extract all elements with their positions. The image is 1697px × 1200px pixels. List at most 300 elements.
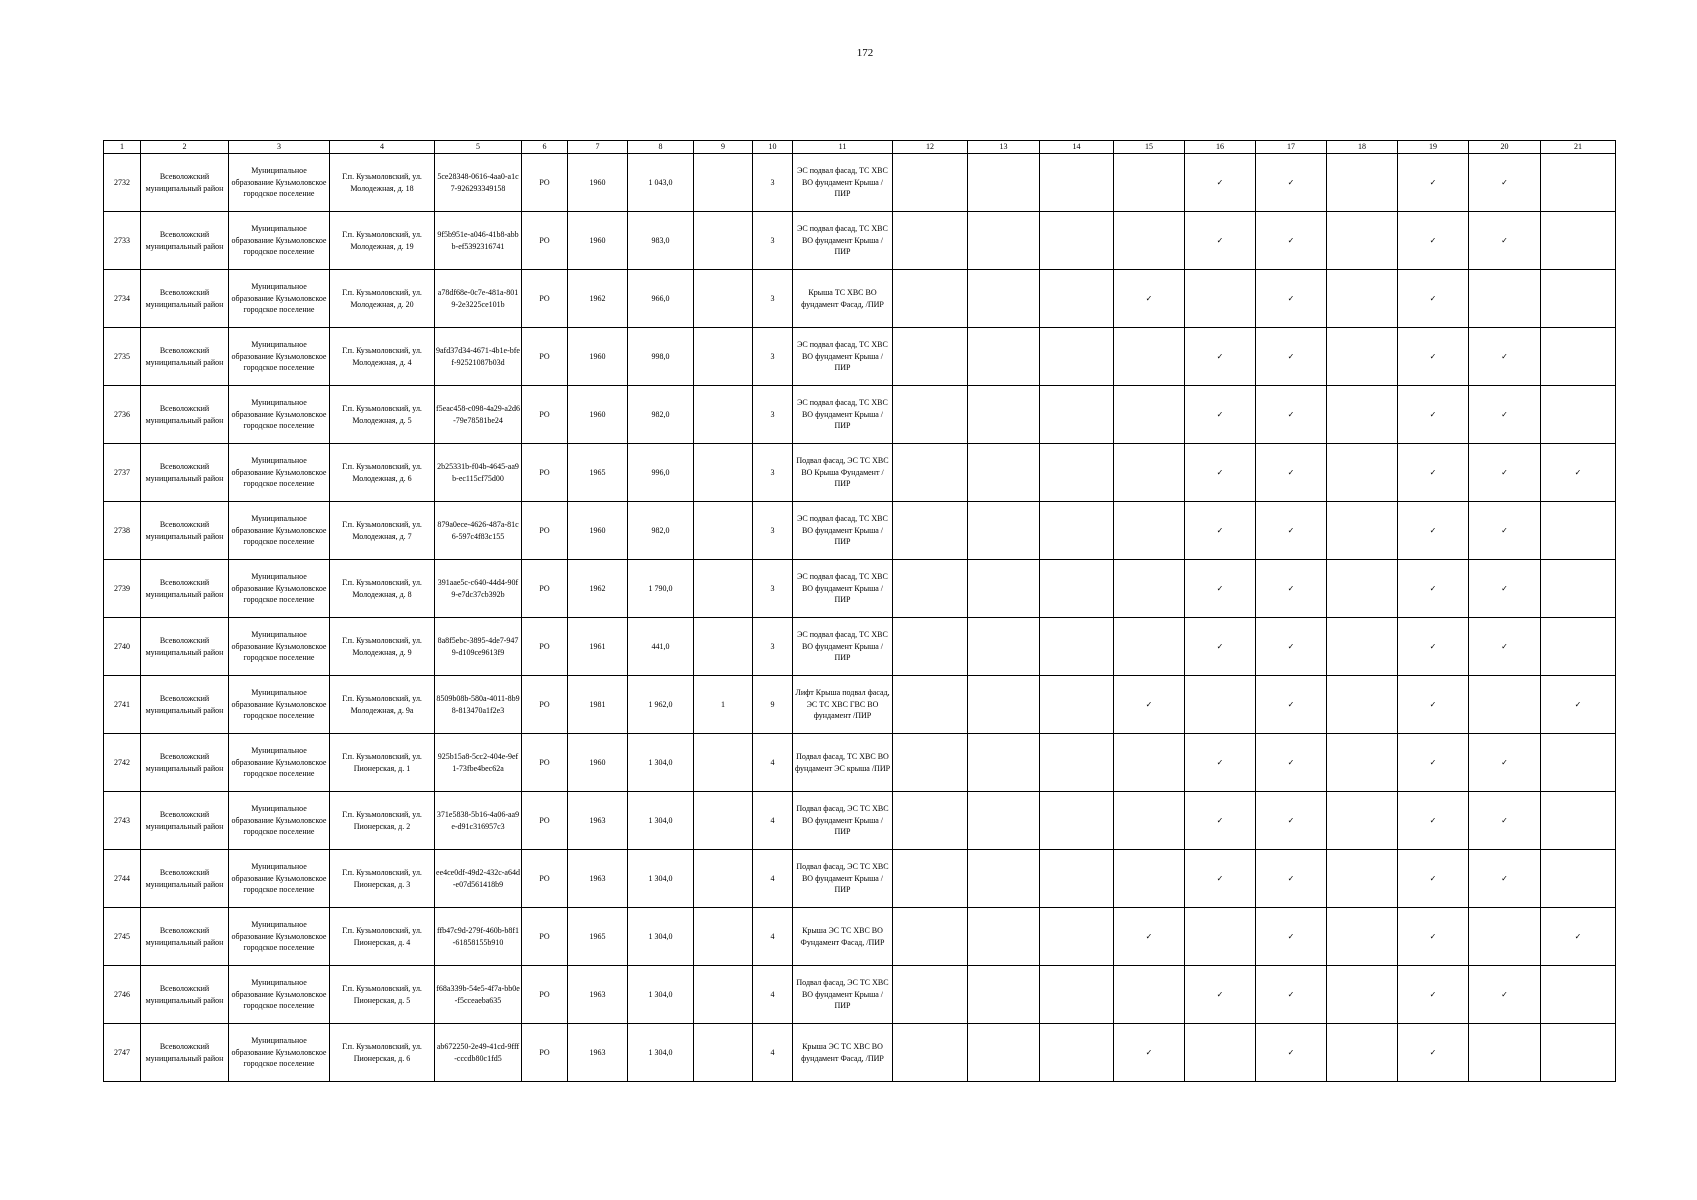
column-9-cell <box>694 1024 753 1082</box>
check-mark-icon: ✓ <box>1398 908 1469 966</box>
fund-form-cell: РО <box>522 676 568 734</box>
column-9-cell <box>694 212 753 270</box>
column-header-1: 1 <box>104 141 141 154</box>
build-year-cell: 1963 <box>568 1024 628 1082</box>
municipality-cell: Муниципальное образование Кузьмоловское городское поселение <box>229 502 330 560</box>
check-mark-icon: ✓ <box>1256 966 1327 1024</box>
empty-cell <box>1541 386 1616 444</box>
fund-form-cell: РО <box>522 444 568 502</box>
empty-cell <box>968 212 1040 270</box>
housing-registry-table <box>103 140 1616 1082</box>
column-header-2: 2 <box>141 141 229 154</box>
check-mark-icon: ✓ <box>1398 328 1469 386</box>
area-cell: 441,0 <box>628 618 694 676</box>
table-row <box>104 966 1616 1024</box>
district-cell: Всеволожский муниципальный район <box>141 1024 229 1082</box>
works-list-cell: Крыша ЭС ТС ХВС ВО фундамент Фасад, /ПИР <box>793 1024 893 1082</box>
floors-cell: 3 <box>753 560 793 618</box>
empty-cell <box>1040 560 1114 618</box>
check-mark-icon: ✓ <box>1256 154 1327 212</box>
address-cell: Г.п. Кузьмоловский, ул. Молодежная, д. 9 <box>330 618 435 676</box>
build-year-cell: 1965 <box>568 444 628 502</box>
empty-cell <box>1327 850 1398 908</box>
empty-cell <box>1185 1024 1256 1082</box>
empty-cell <box>1114 502 1185 560</box>
empty-cell <box>893 502 968 560</box>
address-cell: Г.п. Кузьмоловский, ул. Пионерская, д. 1 <box>330 734 435 792</box>
building-guid-cell: 391aae5c-c640-44d4-90f9-e7dc37cb392b <box>435 560 522 618</box>
building-guid-cell: 371e5838-5b16-4a06-aa9e-d91c316957c3 <box>435 792 522 850</box>
check-mark-icon: ✓ <box>1114 676 1185 734</box>
check-mark-icon: ✓ <box>1469 154 1541 212</box>
column-header-13: 13 <box>968 141 1040 154</box>
build-year-cell: 1960 <box>568 328 628 386</box>
check-mark-icon: ✓ <box>1469 850 1541 908</box>
works-list-cell: Подвал фасад, ЭС ТС ХВС ВО фундамент Крыша /ПИР <box>793 850 893 908</box>
column-9-cell <box>694 908 753 966</box>
empty-cell <box>1327 908 1398 966</box>
fund-form-cell: РО <box>522 328 568 386</box>
empty-cell <box>1541 154 1616 212</box>
area-cell: 966,0 <box>628 270 694 328</box>
floors-cell: 4 <box>753 1024 793 1082</box>
table-row <box>104 1024 1616 1082</box>
empty-cell <box>1541 734 1616 792</box>
empty-cell <box>968 966 1040 1024</box>
column-header-20: 20 <box>1469 141 1541 154</box>
table-row <box>104 850 1616 908</box>
check-mark-icon: ✓ <box>1398 966 1469 1024</box>
record-number-cell: 2743 <box>104 792 141 850</box>
fund-form-cell: РО <box>522 560 568 618</box>
check-mark-icon: ✓ <box>1114 908 1185 966</box>
area-cell: 998,0 <box>628 328 694 386</box>
address-cell: Г.п. Кузьмоловский, ул. Пионерская, д. 4 <box>330 908 435 966</box>
check-mark-icon: ✓ <box>1185 212 1256 270</box>
column-9-cell <box>694 734 753 792</box>
empty-cell <box>1469 270 1541 328</box>
area-cell: 1 304,0 <box>628 792 694 850</box>
check-mark-icon: ✓ <box>1469 328 1541 386</box>
record-number-cell: 2741 <box>104 676 141 734</box>
column-header-4: 4 <box>330 141 435 154</box>
works-list-cell: Крыша ЭС ТС ХВС ВО Фундамент Фасад, /ПИР <box>793 908 893 966</box>
fund-form-cell: РО <box>522 502 568 560</box>
empty-cell <box>968 792 1040 850</box>
empty-cell <box>968 618 1040 676</box>
empty-cell <box>1114 328 1185 386</box>
fund-form-cell: РО <box>522 270 568 328</box>
empty-cell <box>1541 502 1616 560</box>
empty-cell <box>1327 966 1398 1024</box>
empty-cell <box>1541 850 1616 908</box>
check-mark-icon: ✓ <box>1469 734 1541 792</box>
record-number-cell: 2736 <box>104 386 141 444</box>
building-guid-cell: 5ce28348-0616-4aa0-a1c7-926293349158 <box>435 154 522 212</box>
empty-cell <box>1541 212 1616 270</box>
district-cell: Всеволожский муниципальный район <box>141 850 229 908</box>
area-cell: 983,0 <box>628 212 694 270</box>
empty-cell <box>1327 734 1398 792</box>
empty-cell <box>1469 908 1541 966</box>
municipality-cell: Муниципальное образование Кузьмоловское городское поселение <box>229 212 330 270</box>
building-guid-cell: 2b25331b-f04b-4645-aa9b-ec115cf75d00 <box>435 444 522 502</box>
area-cell: 982,0 <box>628 502 694 560</box>
check-mark-icon: ✓ <box>1185 328 1256 386</box>
empty-cell <box>1541 1024 1616 1082</box>
page-number: 172 <box>856 47 874 59</box>
empty-cell <box>1040 444 1114 502</box>
empty-cell <box>893 908 968 966</box>
empty-cell <box>893 270 968 328</box>
column-header-5: 5 <box>435 141 522 154</box>
floors-cell: 3 <box>753 212 793 270</box>
record-number-cell: 2737 <box>104 444 141 502</box>
column-9-cell <box>694 386 753 444</box>
empty-cell <box>1040 734 1114 792</box>
area-cell: 1 043,0 <box>628 154 694 212</box>
check-mark-icon: ✓ <box>1256 386 1327 444</box>
works-list-cell: ЭС подвал фасад, ТС ХВС ВО фундамент Крыша /ПИР <box>793 618 893 676</box>
empty-cell <box>1327 444 1398 502</box>
area-cell: 1 304,0 <box>628 966 694 1024</box>
address-cell: Г.п. Кузьмоловский, ул. Молодежная, д. 4 <box>330 328 435 386</box>
municipality-cell: Муниципальное образование Кузьмоловское городское поселение <box>229 154 330 212</box>
empty-cell <box>1114 850 1185 908</box>
empty-cell <box>1040 328 1114 386</box>
check-mark-icon: ✓ <box>1398 792 1469 850</box>
empty-cell <box>1541 792 1616 850</box>
address-cell: Г.п. Кузьмоловский, ул. Молодежная, д. 20 <box>330 270 435 328</box>
fund-form-cell: РО <box>522 618 568 676</box>
empty-cell <box>968 734 1040 792</box>
empty-cell <box>1541 328 1616 386</box>
check-mark-icon: ✓ <box>1398 386 1469 444</box>
municipality-cell: Муниципальное образование Кузьмоловское городское поселение <box>229 560 330 618</box>
district-cell: Всеволожский муниципальный район <box>141 502 229 560</box>
floors-cell: 3 <box>753 154 793 212</box>
empty-cell <box>893 386 968 444</box>
record-number-cell: 2747 <box>104 1024 141 1082</box>
building-guid-cell: 925b15a8-5cc2-404e-9ef1-73fbe4bec62a <box>435 734 522 792</box>
build-year-cell: 1960 <box>568 212 628 270</box>
check-mark-icon: ✓ <box>1469 386 1541 444</box>
empty-cell <box>1327 212 1398 270</box>
district-cell: Всеволожский муниципальный район <box>141 386 229 444</box>
empty-cell <box>1541 618 1616 676</box>
check-mark-icon: ✓ <box>1256 212 1327 270</box>
district-cell: Всеволожский муниципальный район <box>141 212 229 270</box>
column-header-18: 18 <box>1327 141 1398 154</box>
check-mark-icon: ✓ <box>1398 618 1469 676</box>
column-header-16: 16 <box>1185 141 1256 154</box>
column-header-9: 9 <box>694 141 753 154</box>
works-list-cell: ЭС подвал фасад, ТС ХВС ВО фундамент Крыша /ПИР <box>793 502 893 560</box>
check-mark-icon: ✓ <box>1398 734 1469 792</box>
empty-cell <box>1040 792 1114 850</box>
district-cell: Всеволожский муниципальный район <box>141 560 229 618</box>
district-cell: Всеволожский муниципальный район <box>141 966 229 1024</box>
floors-cell: 4 <box>753 966 793 1024</box>
building-guid-cell: f68a339b-54e5-4f7a-bb0e-f5cceaeba635 <box>435 966 522 1024</box>
building-guid-cell: f5eac458-c098-4a29-a2d6-79e78581be24 <box>435 386 522 444</box>
area-cell: 1 304,0 <box>628 1024 694 1082</box>
column-header-6: 6 <box>522 141 568 154</box>
empty-cell <box>893 444 968 502</box>
table-row <box>104 560 1616 618</box>
check-mark-icon: ✓ <box>1256 502 1327 560</box>
works-list-cell: ЭС подвал фасад, ТС ХВС ВО фундамент Крыша /ПИР <box>793 386 893 444</box>
municipality-cell: Муниципальное образование Кузьмоловское городское поселение <box>229 328 330 386</box>
fund-form-cell: РО <box>522 966 568 1024</box>
empty-cell <box>1114 734 1185 792</box>
build-year-cell: 1981 <box>568 676 628 734</box>
column-9-cell <box>694 502 753 560</box>
empty-cell <box>893 212 968 270</box>
check-mark-icon: ✓ <box>1398 560 1469 618</box>
empty-cell <box>1327 270 1398 328</box>
check-mark-icon: ✓ <box>1185 618 1256 676</box>
empty-cell <box>1469 676 1541 734</box>
column-number-header-row <box>104 141 1616 154</box>
empty-cell <box>968 850 1040 908</box>
record-number-cell: 2735 <box>104 328 141 386</box>
check-mark-icon: ✓ <box>1469 560 1541 618</box>
column-9-cell <box>694 618 753 676</box>
empty-cell <box>1327 560 1398 618</box>
empty-cell <box>1114 618 1185 676</box>
table-row <box>104 734 1616 792</box>
record-number-cell: 2740 <box>104 618 141 676</box>
build-year-cell: 1963 <box>568 850 628 908</box>
check-mark-icon: ✓ <box>1185 734 1256 792</box>
build-year-cell: 1961 <box>568 618 628 676</box>
empty-cell <box>1327 1024 1398 1082</box>
column-9-cell <box>694 560 753 618</box>
check-mark-icon: ✓ <box>1469 792 1541 850</box>
column-9-cell <box>694 444 753 502</box>
check-mark-icon: ✓ <box>1398 154 1469 212</box>
empty-cell <box>1114 444 1185 502</box>
build-year-cell: 1960 <box>568 154 628 212</box>
building-guid-cell: 8509b08b-580a-4011-8b98-813470a1f2e3 <box>435 676 522 734</box>
check-mark-icon: ✓ <box>1256 850 1327 908</box>
empty-cell <box>1327 676 1398 734</box>
column-header-11: 11 <box>793 141 893 154</box>
check-mark-icon: ✓ <box>1114 270 1185 328</box>
fund-form-cell: РО <box>522 908 568 966</box>
table-row <box>104 154 1616 212</box>
check-mark-icon: ✓ <box>1185 792 1256 850</box>
works-list-cell: ЭС подвал фасад, ТС ХВС ВО фундамент Крыша /ПИР <box>793 560 893 618</box>
district-cell: Всеволожский муниципальный район <box>141 734 229 792</box>
column-header-10: 10 <box>753 141 793 154</box>
empty-cell <box>1327 502 1398 560</box>
address-cell: Г.п. Кузьмоловский, ул. Молодежная, д. 9а <box>330 676 435 734</box>
empty-cell <box>1040 676 1114 734</box>
check-mark-icon: ✓ <box>1185 560 1256 618</box>
empty-cell <box>1040 618 1114 676</box>
column-header-8: 8 <box>628 141 694 154</box>
empty-cell <box>1114 154 1185 212</box>
fund-form-cell: РО <box>522 792 568 850</box>
check-mark-icon: ✓ <box>1185 850 1256 908</box>
table-row <box>104 212 1616 270</box>
record-number-cell: 2744 <box>104 850 141 908</box>
building-guid-cell: 9f5b951e-a046-41b8-abbb-ef5392316741 <box>435 212 522 270</box>
municipality-cell: Муниципальное образование Кузьмоловское городское поселение <box>229 270 330 328</box>
column-header-21: 21 <box>1541 141 1616 154</box>
address-cell: Г.п. Кузьмоловский, ул. Молодежная, д. 7 <box>330 502 435 560</box>
fund-form-cell: РО <box>522 850 568 908</box>
check-mark-icon: ✓ <box>1541 444 1616 502</box>
address-cell: Г.п. Кузьмоловский, ул. Пионерская, д. 6 <box>330 1024 435 1082</box>
municipality-cell: Муниципальное образование Кузьмоловское городское поселение <box>229 792 330 850</box>
empty-cell <box>1040 966 1114 1024</box>
empty-cell <box>968 502 1040 560</box>
record-number-cell: 2739 <box>104 560 141 618</box>
check-mark-icon: ✓ <box>1398 502 1469 560</box>
check-mark-icon: ✓ <box>1185 444 1256 502</box>
empty-cell <box>893 618 968 676</box>
address-cell: Г.п. Кузьмоловский, ул. Молодежная, д. 19 <box>330 212 435 270</box>
building-guid-cell: 8a8f5ebc-3895-4de7-9479-d109ce9613f9 <box>435 618 522 676</box>
empty-cell <box>968 444 1040 502</box>
district-cell: Всеволожский муниципальный район <box>141 676 229 734</box>
check-mark-icon: ✓ <box>1256 444 1327 502</box>
floors-cell: 3 <box>753 444 793 502</box>
address-cell: Г.п. Кузьмоловский, ул. Молодежная, д. 18 <box>330 154 435 212</box>
column-header-3: 3 <box>229 141 330 154</box>
record-number-cell: 2732 <box>104 154 141 212</box>
check-mark-icon: ✓ <box>1256 618 1327 676</box>
empty-cell <box>1114 560 1185 618</box>
empty-cell <box>968 676 1040 734</box>
build-year-cell: 1963 <box>568 966 628 1024</box>
check-mark-icon: ✓ <box>1398 444 1469 502</box>
record-number-cell: 2746 <box>104 966 141 1024</box>
empty-cell <box>1327 386 1398 444</box>
empty-cell <box>1327 792 1398 850</box>
empty-cell <box>1327 154 1398 212</box>
area-cell: 1 304,0 <box>628 850 694 908</box>
check-mark-icon: ✓ <box>1469 966 1541 1024</box>
column-header-12: 12 <box>893 141 968 154</box>
column-9-cell <box>694 154 753 212</box>
area-cell: 982,0 <box>628 386 694 444</box>
check-mark-icon: ✓ <box>1185 386 1256 444</box>
check-mark-icon: ✓ <box>1185 966 1256 1024</box>
table-row <box>104 270 1616 328</box>
empty-cell <box>893 850 968 908</box>
address-cell: Г.п. Кузьмоловский, ул. Пионерская, д. 3 <box>330 850 435 908</box>
column-header-19: 19 <box>1398 141 1469 154</box>
works-list-cell: Подвал фасад, ЭС ТС ХВС ВО Крыша Фундамент /ПИР <box>793 444 893 502</box>
empty-cell <box>1040 1024 1114 1082</box>
empty-cell <box>968 154 1040 212</box>
building-guid-cell: ee4ce0df-49d2-432c-a64d-e07d561418b9 <box>435 850 522 908</box>
empty-cell <box>1040 908 1114 966</box>
empty-cell <box>1469 1024 1541 1082</box>
table-body <box>104 154 1616 1082</box>
empty-cell <box>1040 850 1114 908</box>
check-mark-icon: ✓ <box>1469 212 1541 270</box>
record-number-cell: 2733 <box>104 212 141 270</box>
table-row <box>104 502 1616 560</box>
record-number-cell: 2742 <box>104 734 141 792</box>
district-cell: Всеволожский муниципальный район <box>141 270 229 328</box>
check-mark-icon: ✓ <box>1256 792 1327 850</box>
floors-cell: 3 <box>753 270 793 328</box>
empty-cell <box>1185 270 1256 328</box>
floors-cell: 4 <box>753 908 793 966</box>
check-mark-icon: ✓ <box>1256 560 1327 618</box>
check-mark-icon: ✓ <box>1541 908 1616 966</box>
check-mark-icon: ✓ <box>1398 270 1469 328</box>
record-number-cell: 2738 <box>104 502 141 560</box>
area-cell: 1 790,0 <box>628 560 694 618</box>
column-header-14: 14 <box>1040 141 1114 154</box>
check-mark-icon: ✓ <box>1469 502 1541 560</box>
check-mark-icon: ✓ <box>1469 444 1541 502</box>
empty-cell <box>893 734 968 792</box>
empty-cell <box>1114 386 1185 444</box>
empty-cell <box>893 154 968 212</box>
empty-cell <box>1040 212 1114 270</box>
table-row <box>104 328 1616 386</box>
check-mark-icon: ✓ <box>1256 328 1327 386</box>
fund-form-cell: РО <box>522 734 568 792</box>
table-row <box>104 386 1616 444</box>
empty-cell <box>1541 560 1616 618</box>
empty-cell <box>893 560 968 618</box>
municipality-cell: Муниципальное образование Кузьмоловское городское поселение <box>229 966 330 1024</box>
works-list-cell: Лифт Крыша подвал фасад, ЭС ТС ХВС ГВС ВО фундамент /ПИР <box>793 676 893 734</box>
fund-form-cell: РО <box>522 154 568 212</box>
municipality-cell: Муниципальное образование Кузьмоловское городское поселение <box>229 1024 330 1082</box>
municipality-cell: Муниципальное образование Кузьмоловское городское поселение <box>229 386 330 444</box>
empty-cell <box>968 908 1040 966</box>
record-number-cell: 2745 <box>104 908 141 966</box>
building-guid-cell: ffb47c9d-279f-460b-b8f1-61858155b910 <box>435 908 522 966</box>
works-list-cell: Крыша ТС ХВС ВО фундамент Фасад, /ПИР <box>793 270 893 328</box>
empty-cell <box>1114 966 1185 1024</box>
municipality-cell: Муниципальное образование Кузьмоловское городское поселение <box>229 850 330 908</box>
works-list-cell: ЭС подвал фасад, ТС ХВС ВО фундамент Крыша /ПИР <box>793 212 893 270</box>
check-mark-icon: ✓ <box>1541 676 1616 734</box>
build-year-cell: 1960 <box>568 386 628 444</box>
empty-cell <box>1327 328 1398 386</box>
empty-cell <box>893 792 968 850</box>
record-number-cell: 2734 <box>104 270 141 328</box>
municipality-cell: Муниципальное образование Кузьмоловское городское поселение <box>229 618 330 676</box>
floors-cell: 3 <box>753 386 793 444</box>
empty-cell <box>968 386 1040 444</box>
empty-cell <box>1040 386 1114 444</box>
check-mark-icon: ✓ <box>1185 502 1256 560</box>
column-header-17: 17 <box>1256 141 1327 154</box>
address-cell: Г.п. Кузьмоловский, ул. Пионерская, д. 2 <box>330 792 435 850</box>
municipality-cell: Муниципальное образование Кузьмоловское городское поселение <box>229 444 330 502</box>
address-cell: Г.п. Кузьмоловский, ул. Молодежная, д. 5 <box>330 386 435 444</box>
works-list-cell: ЭС подвал фасад, ТС ХВС ВО фундамент Крыша /ПИР <box>793 154 893 212</box>
check-mark-icon: ✓ <box>1256 270 1327 328</box>
works-list-cell: Подвал фасад, ЭС ТС ХВС ВО фундамент Крыша /ПИР <box>793 792 893 850</box>
fund-form-cell: РО <box>522 212 568 270</box>
table-row <box>104 618 1616 676</box>
column-9-cell <box>694 966 753 1024</box>
empty-cell <box>1114 792 1185 850</box>
